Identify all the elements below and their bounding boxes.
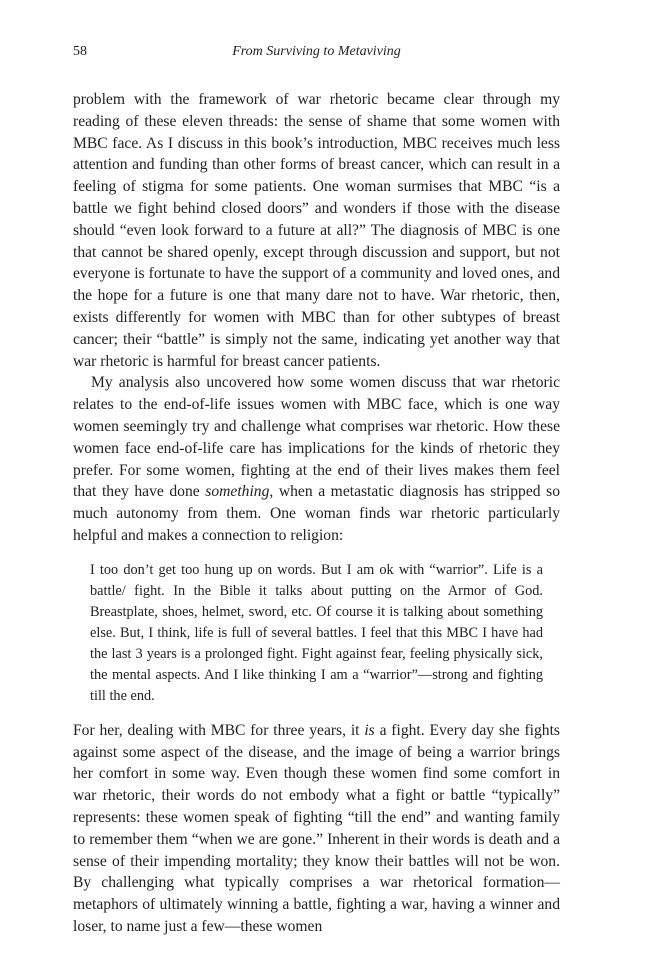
paragraph-text: My analysis also uncovered how some women discuss that war rhetoric relates to the end-of-life issues women with MBC face, which is one way women seemingly try and challenge what comprises war rhetoric. How these women face end-of-life care has implications for the kinds of rhetoric they prefer. For some women, fighting at the end of their lives makes them feel that they have done xyxy=(73,374,560,501)
paragraph-text: For her, dealing with MBC for three years, it xyxy=(73,721,365,739)
page-header xyxy=(73,44,560,66)
paragraph-text: , when a metastatic diagnosis has stripped so much autonomy from them. One woman finds war rhetoric particularly helpful and makes a connection to religion: xyxy=(73,483,560,544)
paragraph-end-of-life xyxy=(73,372,560,546)
emphasis-text: is xyxy=(364,721,375,739)
paragraph-text: a fight. Every day she fights against some aspect of the disease, and the image of being a warrior brings her comfort in some way. Even though these women find some comfort in war rhetoric, their words do not embody what a fight or battle “typically” represents: these women speak of fighting “till the end” and wanting family to remember them “when we are gone.” Inherent in their words is death and a sense of their impending mortality; they know their battles will not be won. By challenging what typically comprises a war rhetorical formation—metaphors of ultimately winning a battle, fighting a war, having a winner and loser, to name just a few—these women xyxy=(73,721,560,935)
block-quote: I too don’t get too hung up on words. But I am ok with “warrior”. Life is a battle/ fight. In the Bible it talks about putting on the Armor of God. Breastplate, shoes, helmet, sword, etc. Of course it is talking about something else. But, I think, life is full of several battles. I feel that this MBC I have had the last 3 years is a prolonged fight. Fight against fear, feeling physically sick, the mental aspects. And I like thinking I am a “warrior”—strong and fighting till the end. xyxy=(90,561,543,704)
page-number: 58 xyxy=(73,44,87,59)
emphasis-text: something xyxy=(205,483,270,501)
body-text xyxy=(73,89,560,938)
paragraph-for-her xyxy=(73,720,560,938)
paragraph-war-rhetoric-shame: problem with the framework of war rhetoric became clear through my reading of these eleven threads: the sense of shame that some women with MBC face. As I discuss in this book’s introduction, MBC receives much less attention and funding than other forms of breast cancer, which can result in a feeling of stigma for some patients. One woman surmises that MBC “is a battle we fight behind closed doors” and wonders if those with the disease should “even look forward to a future at all?” The diagnosis of MBC is one that cannot be shared openly, except through discussion and support, but not everyone is fortunate to have the support of a community and loved ones, and the hope for a future is one that many dare not to have. War rhetoric, then, exists differently for women with MBC than for other subtypes of breast cancer; their “battle” is simply not the same, indicating yet another way that war rhetoric is harmful for breast cancer patients. xyxy=(73,91,560,370)
running-head: From Surviving to Metaviving xyxy=(232,44,401,59)
